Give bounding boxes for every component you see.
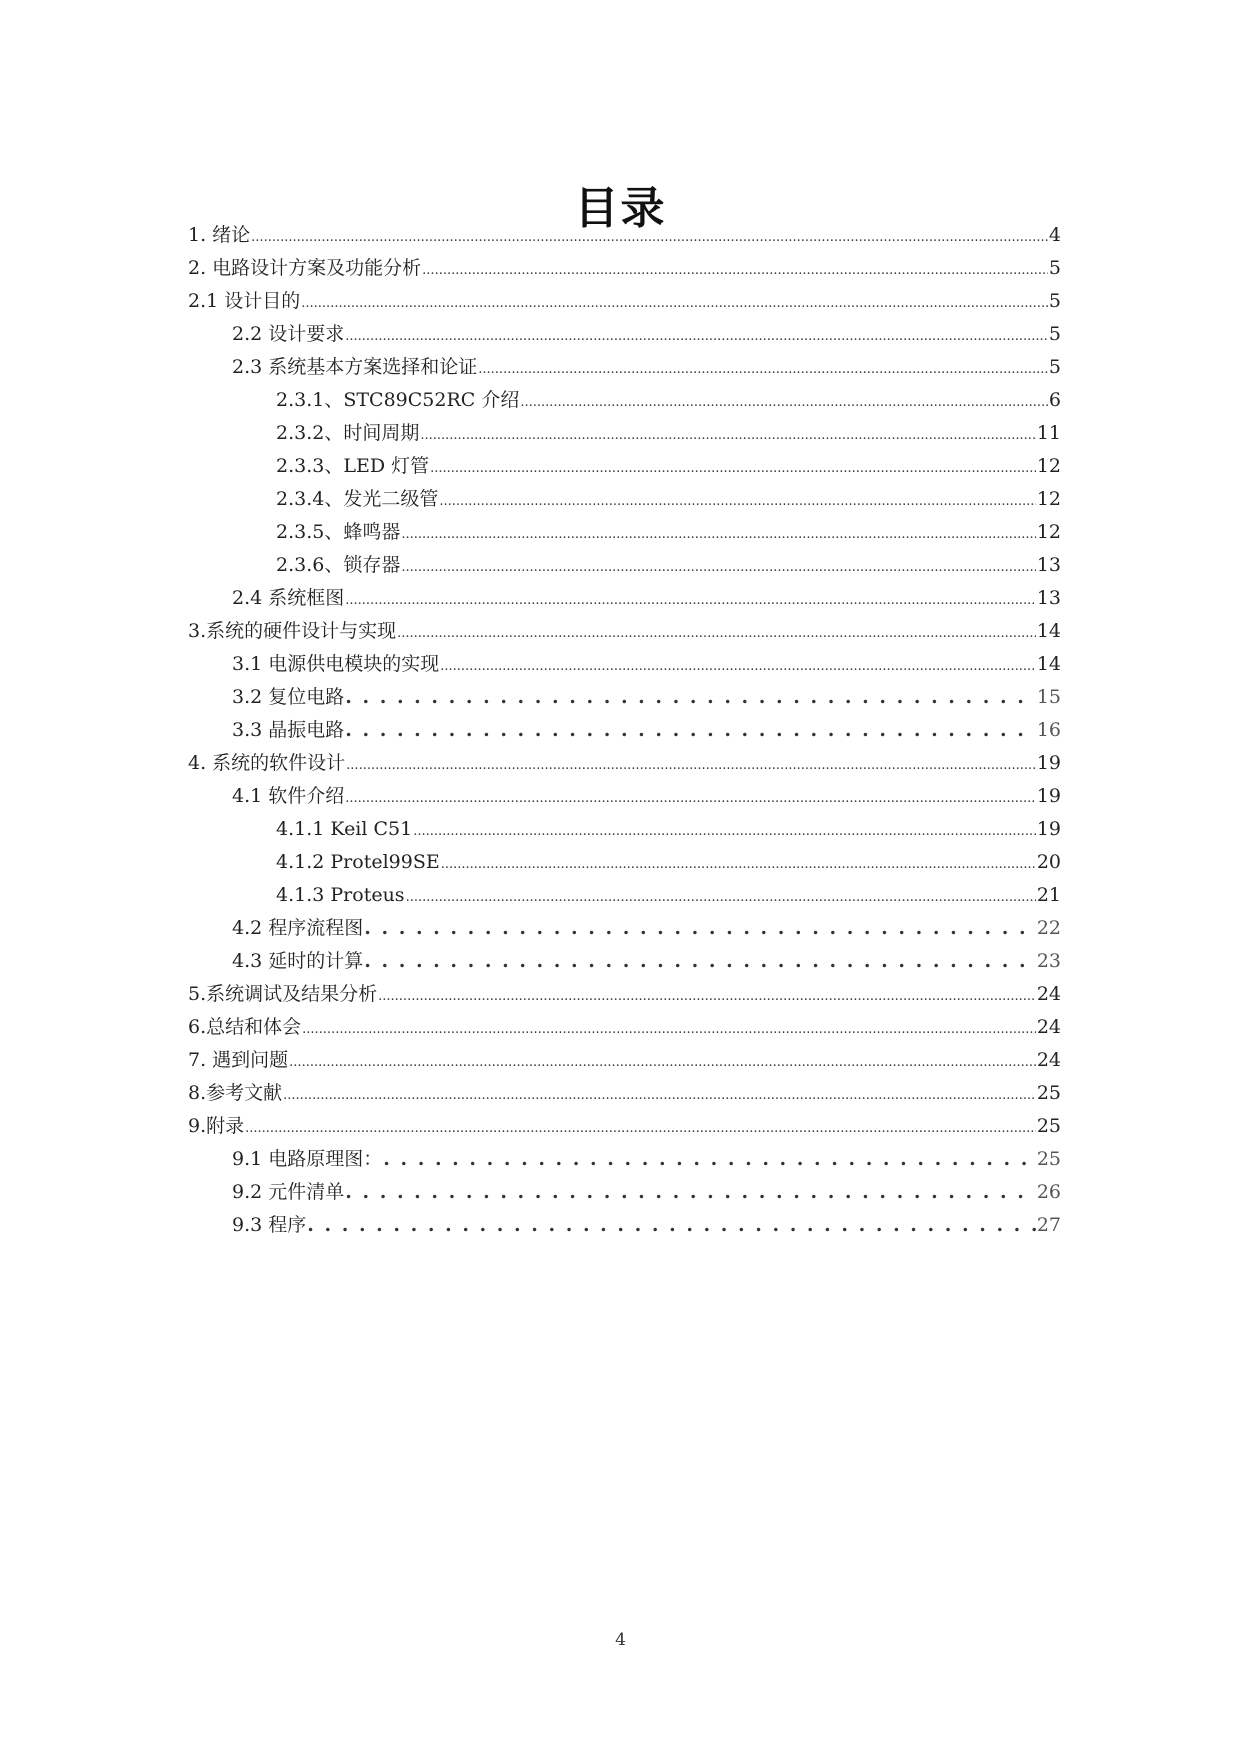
toc-entry[interactable] bbox=[188, 285, 1061, 318]
toc-entry-title: 9.3 程序 bbox=[232, 1214, 307, 1236]
toc-entry-page-number: 22 bbox=[1036, 917, 1061, 939]
toc-dot-leader bbox=[401, 551, 1035, 584]
toc-dot-leader bbox=[364, 945, 1036, 978]
toc-dot-leader bbox=[520, 386, 1048, 419]
toc-entry[interactable] bbox=[188, 813, 1061, 846]
toc-dot-leader bbox=[430, 452, 1036, 485]
toc-entry[interactable] bbox=[188, 780, 1061, 813]
toc-dot-leader bbox=[440, 650, 1036, 683]
toc-entry[interactable] bbox=[188, 879, 1061, 912]
toc-entry-title: 2.4 系统框图 bbox=[232, 587, 345, 609]
toc-dot-leader bbox=[307, 1209, 1036, 1242]
toc-entry-title: 9.2 元件清单 bbox=[232, 1181, 345, 1203]
toc-entry-title: 4.1.3 Proteus bbox=[276, 884, 405, 906]
toc-dot-leader bbox=[302, 1013, 1036, 1046]
toc-dot-leader bbox=[406, 881, 1036, 914]
toc-entry-title: 5.系统调试及结果分析 bbox=[188, 983, 378, 1005]
toc-entry[interactable] bbox=[188, 1077, 1061, 1110]
toc-entry[interactable] bbox=[188, 912, 1061, 945]
toc-dot-leader bbox=[251, 221, 1048, 254]
toc-entry-title: 4.2 程序流程图 bbox=[232, 917, 364, 939]
toc-entry[interactable] bbox=[188, 747, 1061, 780]
toc-dot-leader bbox=[397, 617, 1036, 650]
toc-entry-page-number: 25 bbox=[1036, 1082, 1061, 1104]
toc-entry-title: 7. 遇到问题 bbox=[188, 1049, 289, 1071]
toc-entry-page-number: 4 bbox=[1048, 224, 1061, 246]
toc-dot-leader bbox=[383, 1143, 1036, 1176]
toc-dot-leader bbox=[345, 1176, 1036, 1209]
page-title: 目录 bbox=[574, 183, 667, 235]
toc-dot-leader bbox=[245, 1112, 1036, 1145]
toc-entry-page-number: 12 bbox=[1036, 521, 1061, 543]
toc-entry-title: 2.3.4、发光二级管 bbox=[276, 488, 439, 510]
toc-entry-title: 4.1.1 Keil C51 bbox=[276, 818, 413, 840]
toc-dot-leader bbox=[301, 287, 1048, 320]
toc-dot-leader bbox=[378, 980, 1036, 1013]
footer-page-number: 4 bbox=[615, 1630, 626, 1650]
toc-entry-title: 3.3 晶振电路 bbox=[232, 719, 345, 741]
toc-entry-page-number: 13 bbox=[1036, 554, 1061, 576]
toc-entry[interactable] bbox=[188, 384, 1061, 417]
toc-entry-title: 2.2 设计要求 bbox=[232, 323, 345, 345]
toc-entry-title: 2.3.6、锁存器 bbox=[276, 554, 401, 576]
toc-dot-leader bbox=[413, 815, 1036, 848]
toc-entry-page-number: 12 bbox=[1036, 488, 1061, 510]
toc-entry-title: 3.系统的硬件设计与实现 bbox=[188, 620, 397, 642]
toc-entry-title: 2.3.5、蜂鸣器 bbox=[276, 521, 401, 543]
table-of-contents bbox=[188, 219, 1061, 1242]
toc-entry-page-number: 19 bbox=[1036, 785, 1061, 807]
toc-dot-leader bbox=[422, 254, 1048, 287]
toc-entry-page-number: 24 bbox=[1036, 1049, 1061, 1071]
toc-entry-page-number: 15 bbox=[1036, 686, 1061, 708]
toc-entry-title: 2.3 系统基本方案选择和论证 bbox=[232, 356, 478, 378]
toc-entry[interactable] bbox=[188, 450, 1061, 483]
toc-entry-page-number: 23 bbox=[1036, 950, 1061, 972]
toc-entry-page-number: 12 bbox=[1036, 455, 1061, 477]
toc-entry-title: 3.1 电源供电模块的实现 bbox=[232, 653, 440, 675]
toc-entry[interactable] bbox=[188, 1209, 1061, 1242]
toc-entry-title: 4.3 延时的计算 bbox=[232, 950, 364, 972]
toc-dot-leader bbox=[345, 714, 1036, 747]
toc-dot-leader bbox=[401, 518, 1035, 551]
toc-entry-page-number: 14 bbox=[1036, 620, 1061, 642]
toc-entry-page-number: 11 bbox=[1036, 422, 1061, 444]
toc-entry-page-number: 5 bbox=[1048, 323, 1061, 345]
toc-entry[interactable] bbox=[188, 483, 1061, 516]
toc-entry-title: 4. 系统的软件设计 bbox=[188, 752, 346, 774]
toc-entry-page-number: 26 bbox=[1036, 1181, 1061, 1203]
toc-dot-leader bbox=[345, 320, 1048, 353]
toc-entry-page-number: 25 bbox=[1036, 1115, 1061, 1137]
toc-entry-title: 2.3.1、STC89C52RC 介绍 bbox=[276, 389, 520, 411]
toc-entry[interactable] bbox=[188, 681, 1061, 714]
toc-entry[interactable] bbox=[188, 252, 1061, 285]
toc-entry[interactable] bbox=[188, 945, 1061, 978]
toc-entry[interactable] bbox=[188, 1011, 1061, 1044]
toc-entry-page-number: 14 bbox=[1036, 653, 1061, 675]
toc-entry-title: 4.1 软件介绍 bbox=[232, 785, 345, 807]
toc-entry[interactable] bbox=[188, 1143, 1061, 1176]
toc-entry[interactable] bbox=[188, 714, 1061, 747]
toc-entry[interactable] bbox=[188, 978, 1061, 1011]
toc-dot-leader bbox=[441, 848, 1036, 881]
toc-entry-title: 2.3.3、LED 灯管 bbox=[276, 455, 430, 477]
toc-entry-title: 1. 绪论 bbox=[188, 224, 251, 246]
toc-entry-page-number: 5 bbox=[1048, 356, 1061, 378]
toc-dot-leader bbox=[420, 419, 1035, 452]
toc-entry-page-number: 5 bbox=[1048, 257, 1061, 279]
toc-entry[interactable] bbox=[188, 549, 1061, 582]
toc-dot-leader bbox=[478, 353, 1048, 386]
toc-entry-page-number: 13 bbox=[1036, 587, 1061, 609]
toc-entry-page-number: 24 bbox=[1036, 983, 1061, 1005]
toc-entry-title: 9.附录 bbox=[188, 1115, 245, 1137]
toc-entry[interactable] bbox=[188, 582, 1061, 615]
toc-entry[interactable] bbox=[188, 516, 1061, 549]
toc-entry-page-number: 19 bbox=[1036, 752, 1061, 774]
toc-entry-title: 8.参考文献 bbox=[188, 1082, 283, 1104]
toc-entry-page-number: 19 bbox=[1036, 818, 1061, 840]
toc-entry[interactable] bbox=[188, 1044, 1061, 1077]
toc-entry[interactable] bbox=[188, 846, 1061, 879]
toc-entry[interactable] bbox=[188, 615, 1061, 648]
toc-entry-page-number: 6 bbox=[1048, 389, 1061, 411]
toc-entry-page-number: 20 bbox=[1036, 851, 1061, 873]
toc-dot-leader bbox=[289, 1046, 1036, 1079]
toc-entry-title: 6.总结和体会 bbox=[188, 1016, 302, 1038]
toc-entry-page-number: 21 bbox=[1036, 884, 1061, 906]
toc-entry[interactable] bbox=[188, 1110, 1061, 1143]
toc-entry-title: 2.1 设计目的 bbox=[188, 290, 301, 312]
toc-entry[interactable] bbox=[188, 318, 1061, 351]
toc-dot-leader bbox=[283, 1079, 1036, 1112]
toc-dot-leader bbox=[345, 681, 1036, 714]
toc-dot-leader bbox=[346, 749, 1036, 782]
toc-entry[interactable] bbox=[188, 417, 1061, 450]
toc-entry-page-number: 27 bbox=[1036, 1214, 1061, 1236]
toc-entry[interactable] bbox=[188, 219, 1061, 252]
toc-dot-leader bbox=[345, 584, 1036, 617]
toc-entry[interactable] bbox=[188, 648, 1061, 681]
toc-entry[interactable] bbox=[188, 1176, 1061, 1209]
toc-dot-leader bbox=[439, 485, 1035, 518]
toc-entry-page-number: 24 bbox=[1036, 1016, 1061, 1038]
toc-entry-page-number: 25 bbox=[1036, 1148, 1061, 1170]
toc-entry-title: 4.1.2 Protel99SE bbox=[276, 851, 440, 873]
toc-dot-leader bbox=[345, 782, 1036, 815]
toc-entry-title: 9.1 电路原理图： bbox=[232, 1148, 383, 1170]
toc-entry-title: 3.2 复位电路 bbox=[232, 686, 345, 708]
toc-entry[interactable] bbox=[188, 351, 1061, 384]
toc-entry-page-number: 5 bbox=[1048, 290, 1061, 312]
toc-entry-title: 2.3.2、时间周期 bbox=[276, 422, 420, 444]
toc-entry-title: 2. 电路设计方案及功能分析 bbox=[188, 257, 422, 279]
toc-dot-leader bbox=[364, 912, 1036, 945]
toc-entry-page-number: 16 bbox=[1036, 719, 1061, 741]
